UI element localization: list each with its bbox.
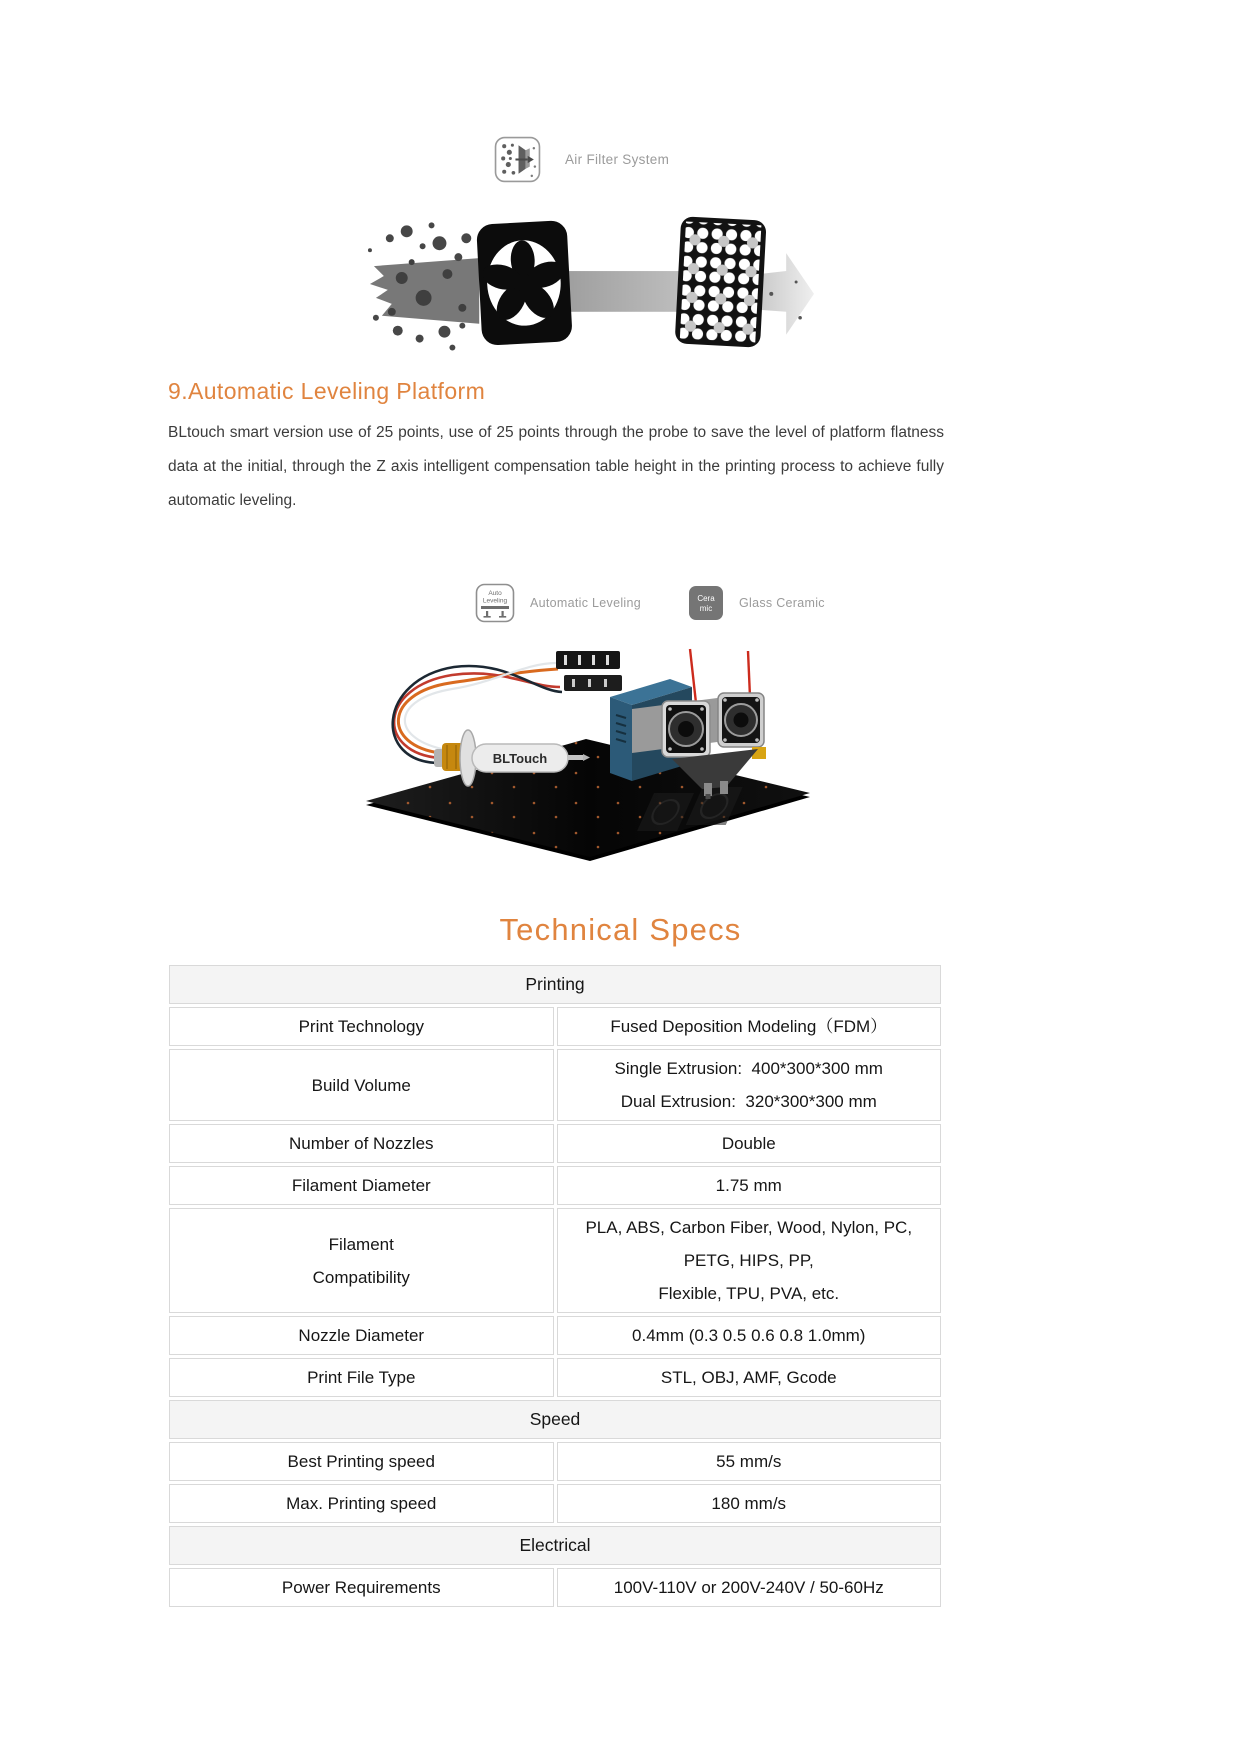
spec-label: Best Printing speed [169,1442,554,1481]
svg-text:Auto: Auto [488,590,502,597]
spec-value: 55 mm/s [557,1442,942,1481]
spec-value: 180 mm/s [557,1484,942,1523]
specs-section-row [169,1400,941,1439]
specs-row [169,1166,941,1205]
bltouch-illustration [358,644,816,864]
specs-row [169,1049,941,1121]
spec-label: Max. Printing speed [169,1484,554,1523]
spec-value: 100V-110V or 200V-240V / 50-60Hz [557,1568,942,1607]
auto-leveling-feature [475,583,641,623]
spec-label: Nozzle Diameter [169,1316,554,1355]
specs-row [169,1568,941,1607]
glass-ceramic-label: Glass Ceramic [739,596,825,610]
spec-value: Single Extrusion: 400*300*300 mm Dual Extrusion: 320*300*300 mm [557,1049,942,1121]
air-filter-icon [494,136,541,183]
glass-ceramic-feature [688,585,825,621]
specs-section-row [169,1526,941,1565]
air-filter-label: Air Filter System [565,152,670,167]
specs-row [169,1208,941,1313]
svg-text:Cera: Cera [697,594,715,603]
section-heading: 9.Automatic Leveling Platform [168,378,486,404]
spec-value: PLA, ABS, Carbon Fiber, Wood, Nylon, PC, PETG, HIPS, PP, Flexible, TPU, PVA, etc. [557,1208,942,1313]
glass-ceramic-icon [688,585,724,621]
svg-text:Leveling: Leveling [482,597,508,605]
spec-label: Power Requirements [169,1568,554,1607]
specs-row [169,1316,941,1355]
specs-row [169,1442,941,1481]
spec-value: 1.75 mm [557,1166,942,1205]
specs-section-title: Electrical [169,1526,941,1565]
specs-row [169,1124,941,1163]
spec-label: Number of Nozzles [169,1124,554,1163]
svg-text:mic: mic [699,604,713,613]
filter-icon [675,216,767,347]
spec-label: Filament Diameter [169,1166,554,1205]
specs-section-title: Printing [169,965,941,1004]
spec-value: Double [557,1124,942,1163]
spec-value: STL, OBJ, AMF, Gcode [557,1358,942,1397]
spec-value: 0.4mm (0.3 0.5 0.6 0.8 1.0mm) [557,1316,942,1355]
specs-row [169,1358,941,1397]
specs-section-row [169,965,941,1004]
auto-leveling-label: Automatic Leveling [530,596,642,610]
auto-leveling-icon [475,583,515,623]
section-paragraph: BLtouch smart version use of 25 points, use of 25 points through the probe to save the level of platform flatness data at the initial, through the Z axis intelligent compensation table height in the printing process to achieve fully automatic leveling. [168,424,944,509]
specs-row [169,1484,941,1523]
specs-section-title: Speed [169,1400,941,1439]
specs-title: Technical Specs [499,912,742,947]
air-filter-feature [494,136,669,183]
spec-label: Filament Compatibility [169,1208,554,1313]
specs-row [169,1007,941,1046]
air-filter-illustration [362,198,814,362]
specs-table [166,962,944,1610]
bltouch-device-label: BLTouch [492,751,548,766]
fan-icon [476,220,573,346]
specs-table-body [169,965,941,1607]
spec-value: Fused Deposition Modeling（FDM） [557,1007,942,1046]
spec-label: Print Technology [169,1007,554,1046]
spec-label: Print File Type [169,1358,554,1397]
spec-label: Build Volume [169,1049,554,1121]
